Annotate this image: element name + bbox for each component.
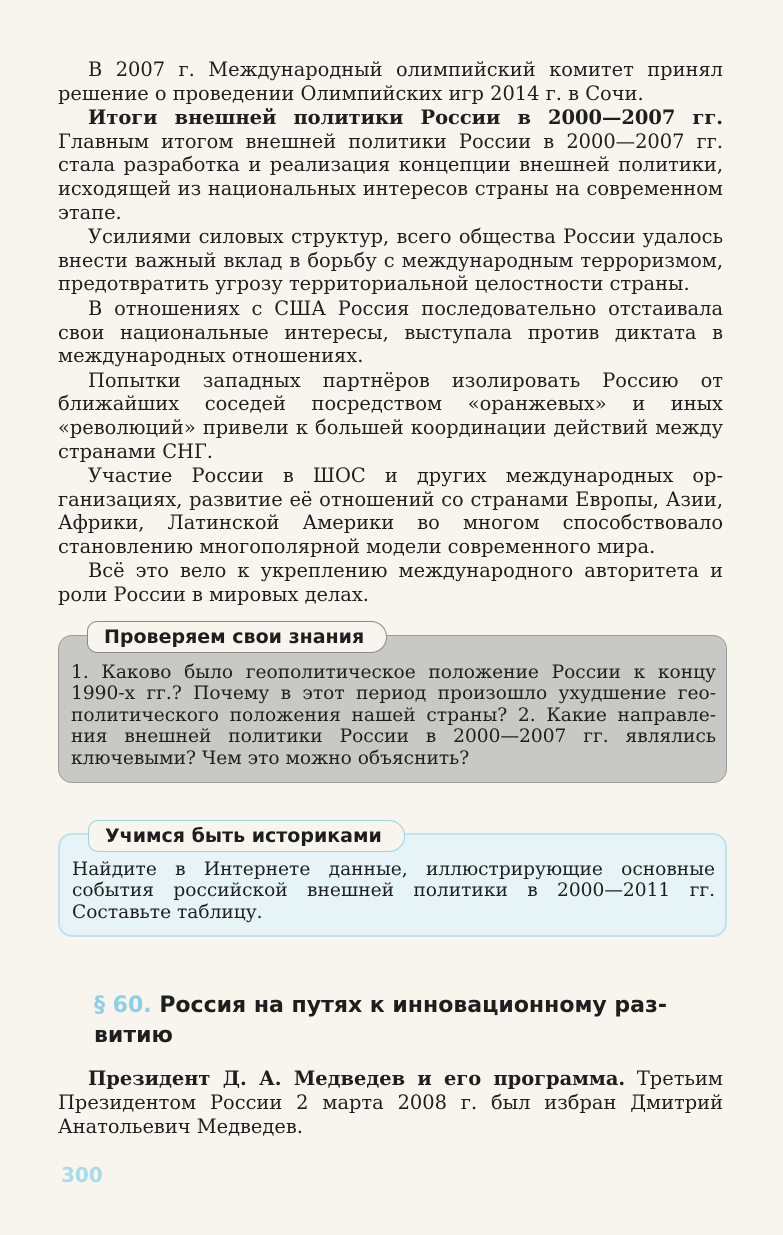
historian-task-text: Найдите в Интернете данные, иллюстрирующие основные события российской внешней политики в 2000—2011 гг. Составьте таблицу. [72, 858, 715, 923]
results-heading: Итоги внешней политики России в 2000—2007 гг. [88, 106, 723, 130]
section-number: § 60. [94, 993, 152, 1019]
page-content [58, 58, 723, 1138]
paragraph-usa: В отношениях с США Россия последовательно отстаивала свои национальные интересы, выступала против диктата в международных отношениях. [58, 296, 723, 368]
check-knowledge-box [58, 625, 727, 783]
page-number: 300 [61, 1163, 103, 1187]
results-text: Главным итогом внешней политики России в 2000—2007 гг. стала разработка и реализация концепции внешней политики, исходящей из национальных интересов страны на современном этапе. [58, 129, 723, 224]
historian-task-box [58, 824, 727, 938]
intro-paragraph: В 2007 г. Международный олимпийский комитет принял решение о проведении Олимпийских игр 2014 г. в Сочи. [58, 58, 723, 105]
section-lead-text: Третьим Президентом России 2 марта 2008 г. был избран Дмитрий Анатольевич Медведев. [58, 1067, 723, 1138]
paragraph-authority: Всё это вело к укреплению международного авторитета и роли России в мировых делах. [58, 559, 723, 607]
paragraph-revolutions: Попытки западных партнёров изолировать Россию от ближайших соседей посредством «оранжевых» и иных «революций» привели к большей координации действий между странами СНГ. [58, 368, 723, 463]
check-knowledge-title: Проверяем свои знания [87, 621, 387, 653]
section-title: Россия на путях к инновационному развитию [94, 993, 667, 1049]
historian-task-title: Учимся быть историками [88, 820, 405, 852]
section-heading [94, 991, 723, 1051]
section-lead-heading: Президент Д. А. Медведев и его программа. [88, 1067, 626, 1091]
results-paragraph [58, 106, 723, 224]
check-knowledge-questions: 1. Каково было геополитическое положение России к концу 1990-х гг.? Почему в этот период произошло ухудшение геополитического положения нашей страны? 2. Какие направления внешней политики России в 2000—2007 гг. являлись ключевыми? Чем это можно объяснить? [71, 661, 716, 770]
paragraph-terrorism: Усилиями силовых структур, всего общества России удалось внести важный вклад в борьбу с международным терроризмом, предотвратить угрозу территориальной целостности страны. [58, 225, 723, 296]
paragraph-sco: Участие России в ШОС и других международных организациях, развитие её отношений со странами Европы, Азии, Африки, Латинской Америки во многом способствовало становлению многополярной модели современного мира. [58, 464, 723, 558]
section-lead-paragraph [58, 1067, 723, 1138]
